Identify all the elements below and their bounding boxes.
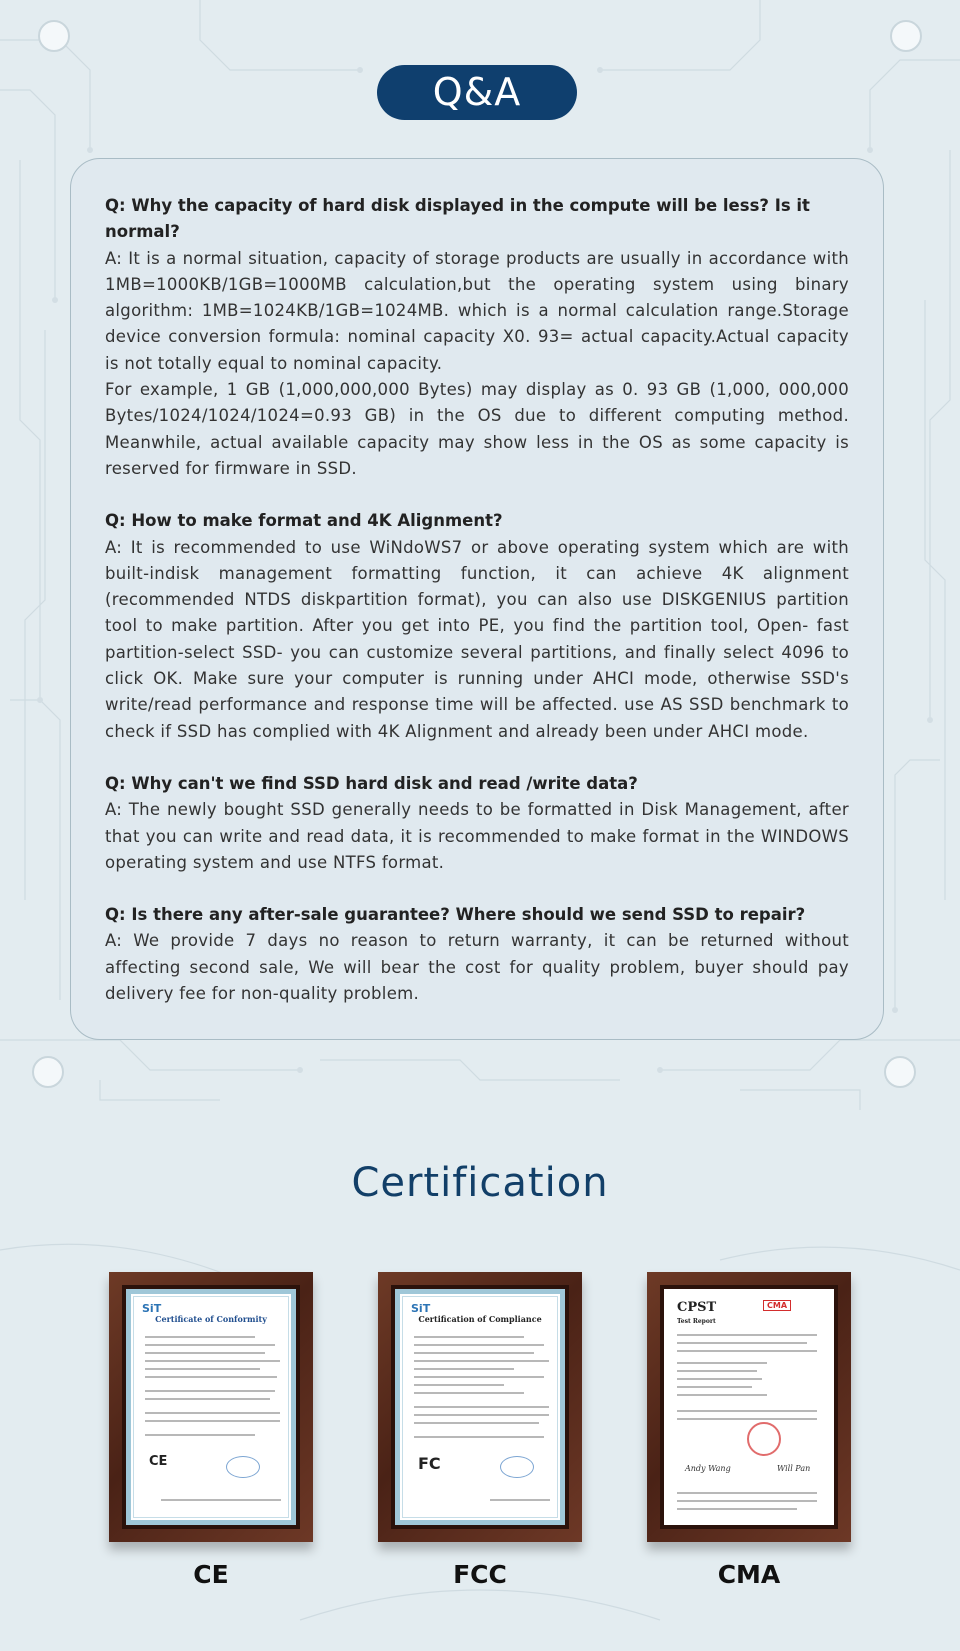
fcc-mark-icon: FC bbox=[418, 1454, 441, 1473]
text-line bbox=[145, 1434, 255, 1436]
text-line bbox=[145, 1398, 270, 1400]
text-line bbox=[490, 1499, 550, 1501]
text-line bbox=[677, 1370, 757, 1372]
frame-inner bbox=[391, 1285, 569, 1529]
text-line bbox=[414, 1414, 549, 1416]
seal-stamp-icon bbox=[226, 1456, 260, 1478]
certificate-frame-ce bbox=[109, 1272, 313, 1542]
text-line bbox=[145, 1336, 255, 1338]
text-line bbox=[677, 1500, 817, 1502]
text-line bbox=[414, 1422, 539, 1424]
qa-answer: A: It is a normal situation, capacity of storage products are usually in accordance with 1MB=1000KB/1GB=1000MB calculation,but the operating system using binary algorithm: 1MB=1024KB/1GB=1024MB. which is a normal calculation range.Storage device conversion formula: nominal capacity X0. 93= actual capacity.Actual capacity is not totally equal to nominal capacity. bbox=[105, 248, 849, 373]
document-title: Certification of Compliance bbox=[418, 1314, 542, 1324]
frame-inner bbox=[660, 1285, 838, 1529]
qa-heading: Q&A bbox=[377, 65, 577, 120]
qa-item bbox=[105, 193, 849, 482]
text-line bbox=[677, 1342, 807, 1344]
sit-logo: SiT bbox=[411, 1302, 431, 1315]
cpst-logo: CPST bbox=[677, 1300, 717, 1315]
qa-question: Q: How to make format and 4K Alignment? bbox=[105, 511, 503, 531]
qa-item bbox=[105, 902, 849, 1007]
text-line bbox=[677, 1410, 817, 1412]
qa-panel bbox=[70, 158, 884, 1040]
cma-logo-icon: CMA bbox=[763, 1300, 791, 1311]
text-line bbox=[145, 1344, 275, 1346]
sit-logo: SiT bbox=[142, 1302, 162, 1315]
text-line bbox=[414, 1406, 549, 1408]
qa-answer: A: It is recommended to use WiNdoWS7 or above operating system which are with built-indisk management formatting function, it can achieve 4K alignment (recommended NTDS diskpartition format), you can also use DISKGENIUS partition tool to make partition. After you get into PE, you find the partition tool, Open- fast partition-select SSD- you can customize several partitions, and finally select 4096 to click OK. Make sure your computer is running under AHCI mode, otherwise SSD's write/read performance and response time will be affected. use AS SSD benchmark to check if SSD has complied with 4K Alignment and already been under AHCI mode. bbox=[105, 537, 849, 741]
certificate-document bbox=[664, 1289, 834, 1525]
certificate-frame-fcc bbox=[378, 1272, 582, 1542]
text-line bbox=[414, 1436, 544, 1438]
certificate-document bbox=[126, 1289, 296, 1525]
decor-dot-mid-left bbox=[32, 1056, 64, 1088]
text-line bbox=[677, 1334, 817, 1336]
text-line bbox=[677, 1508, 797, 1510]
text-line bbox=[145, 1376, 277, 1378]
certificate-label-ce: CE bbox=[193, 1560, 229, 1589]
text-line bbox=[677, 1492, 817, 1494]
signature: Andy Wang bbox=[685, 1464, 731, 1473]
text-line bbox=[145, 1390, 275, 1392]
text-line bbox=[145, 1420, 280, 1422]
text-line bbox=[677, 1418, 817, 1420]
qa-answer: A: We provide 7 days no reason to return warranty, it can be returned without affecting second sale, We will bear the cost for quality problem, buyer should pay delivery fee for non-quality problem. bbox=[105, 931, 849, 1004]
document-title: Test Report bbox=[677, 1318, 716, 1325]
certificate-document bbox=[395, 1289, 565, 1525]
qa-question: Q: Is there any after-sale guarantee? Where should we send SSD to repair? bbox=[105, 905, 806, 925]
text-line bbox=[677, 1394, 767, 1396]
red-seal-icon bbox=[747, 1422, 781, 1456]
text-line bbox=[677, 1386, 752, 1388]
text-line bbox=[677, 1362, 767, 1364]
qa-question: Q: Why can't we find SSD hard disk and read /write data? bbox=[105, 773, 638, 793]
certificate-label-fcc: FCC bbox=[453, 1560, 507, 1589]
seal-stamp-icon bbox=[500, 1456, 534, 1478]
decor-dot-mid-right bbox=[884, 1056, 916, 1088]
qa-item bbox=[105, 771, 849, 876]
text-line bbox=[145, 1352, 265, 1354]
text-line bbox=[161, 1499, 281, 1501]
text-line bbox=[677, 1378, 762, 1380]
decor-dot-top-right bbox=[890, 20, 922, 52]
text-line bbox=[414, 1344, 544, 1346]
text-line bbox=[414, 1392, 524, 1394]
frame-inner bbox=[122, 1285, 300, 1529]
certificate-label-cma: CMA bbox=[717, 1560, 781, 1589]
text-line bbox=[414, 1352, 534, 1354]
ce-mark-icon: CE bbox=[149, 1454, 168, 1469]
signature: Will Pan bbox=[777, 1464, 811, 1473]
qa-answer: A: The newly bought SSD generally needs to be formatted in Disk Management, after that you can write and read data, it is recommended to make format in the WINDOWS operating system and use NTFS format. bbox=[105, 800, 849, 872]
text-line bbox=[145, 1368, 260, 1370]
decor-dot-top-left bbox=[38, 20, 70, 52]
text-line bbox=[145, 1412, 280, 1414]
qa-question: Q: Why the capacity of hard disk displayed in the compute will be less? Is it normal? bbox=[105, 196, 810, 242]
certification-title: Certification bbox=[351, 1160, 609, 1206]
text-line bbox=[414, 1384, 504, 1386]
text-line bbox=[414, 1336, 524, 1338]
qa-answer: For example, 1 GB (1,000,000,000 Bytes) may display as 0. 93 GB (1,000, 000,000 Bytes/1024/1024/1024=0.93 GB) in the OS due to different computing method. Meanwhile, actual available capacity may show less in the OS as some capacity is reserved for firmware in SSD. bbox=[105, 380, 849, 478]
text-line bbox=[414, 1360, 549, 1362]
text-line bbox=[414, 1376, 544, 1378]
text-line bbox=[677, 1350, 817, 1352]
text-line bbox=[414, 1368, 514, 1370]
certificate-frame-cma bbox=[647, 1272, 851, 1542]
qa-item bbox=[105, 508, 849, 745]
text-line bbox=[145, 1360, 280, 1362]
document-title: Certificate of Conformity bbox=[155, 1314, 267, 1324]
